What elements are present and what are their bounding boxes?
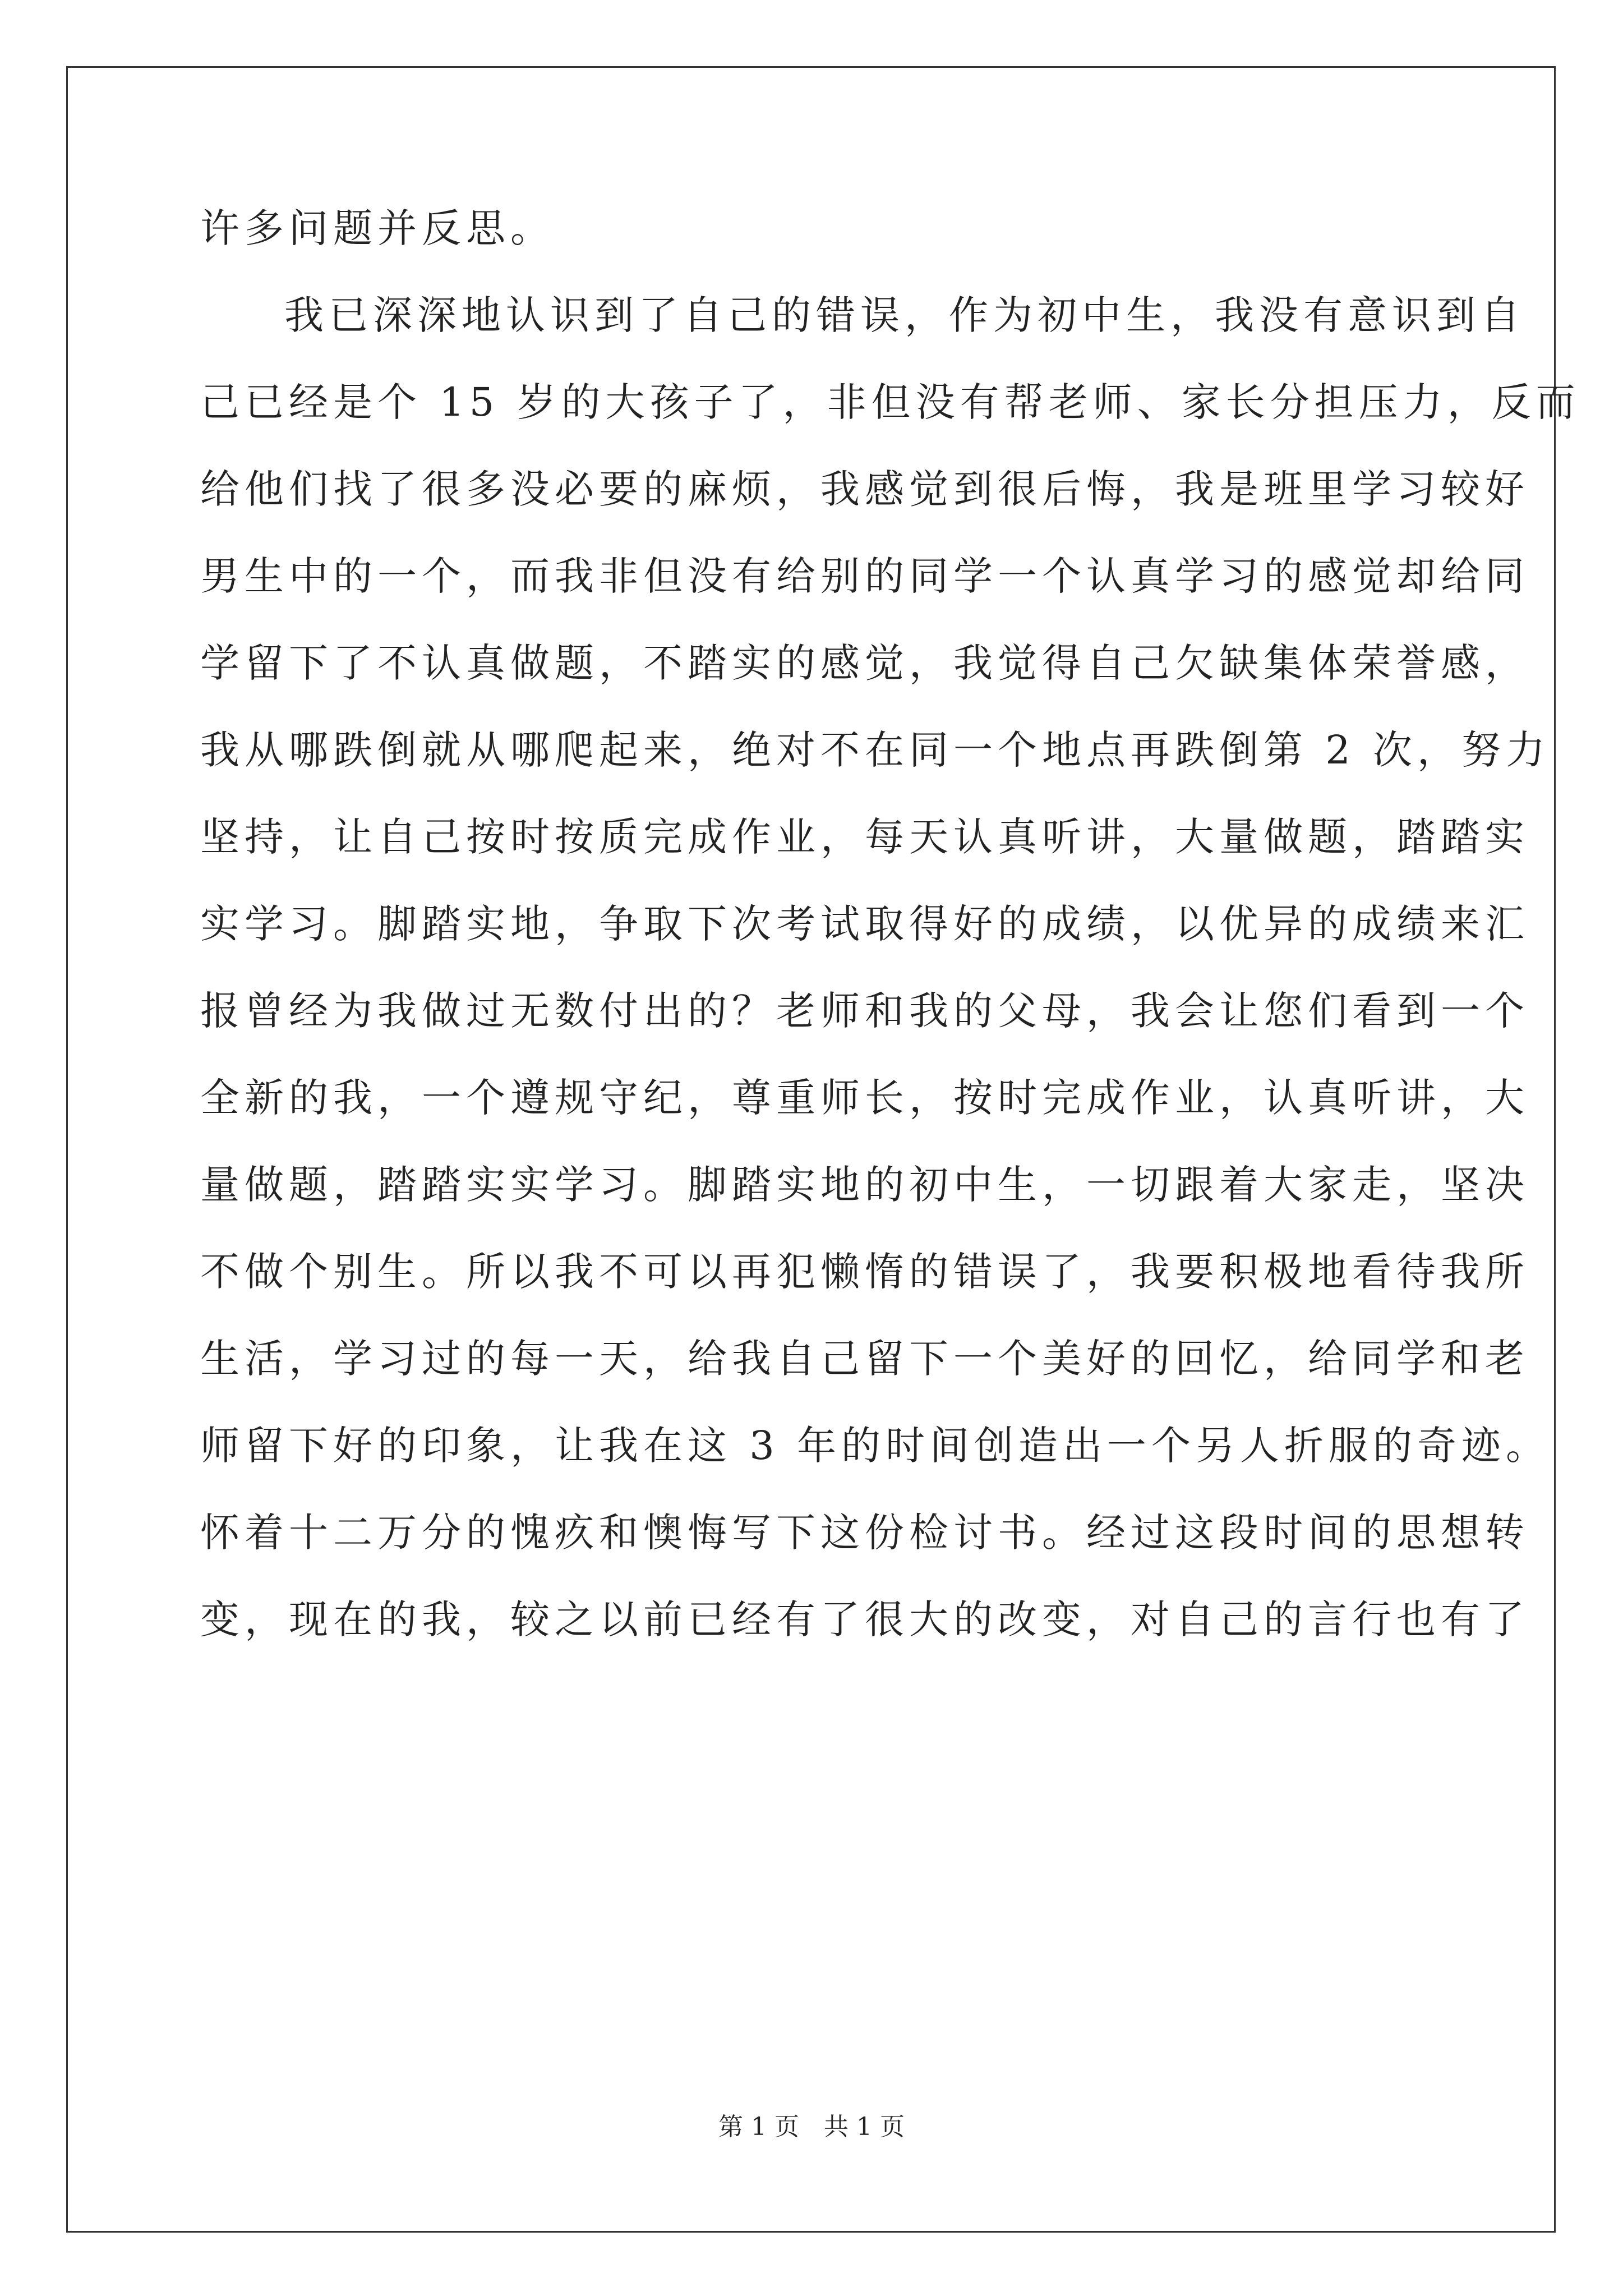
text-line-9: 实学习。脚踏实地，争取下次考试取得好的成绩，以优异的成绩来汇: [200, 901, 1529, 947]
text-line-13: 不做个别生。所以我不可以再犯懒惰的错误了，我要积极地看待我所: [200, 1249, 1529, 1295]
text-line-5: 男生中的一个，而我非但没有给别的同学一个认真学习的感觉却给同: [200, 553, 1529, 599]
text-line-6: 学留下了不认真做题，不踏实的感觉，我觉得自己欠缺集体荣誉感，: [200, 640, 1529, 686]
text-line-17: 变，现在的我，较之以前已经有了很大的改变，对自己的言行也有了: [200, 1596, 1529, 1642]
document-body: [200, 185, 1580, 1663]
text-line-1: 许多问题并反思。: [200, 205, 555, 251]
text-line-12: 量做题，踏踏实实学习。脚踏实地的初中生，一切跟着大家走，坚决: [200, 1162, 1529, 1208]
page-footer: 第 1 页 共 1 页: [718, 2113, 905, 2141]
text-line-11: 全新的我，一个遵规守纪，尊重师长，按时完成作业，认真听讲，大: [200, 1075, 1529, 1121]
text-line-14: 生活，学习过的每一天，给我自己留下一个美好的回忆，给同学和老: [200, 1336, 1529, 1382]
text-line-3: 己已经是个 15 岁的大孩子了，非但没有帮老师、家长分担压力，反而: [200, 379, 1580, 425]
text-line-7: 我从哪跌倒就从哪爬起来，绝对不在同一个地点再跌倒第 2 次，努力: [200, 727, 1551, 773]
text-line-10: 报曾经为我做过无数付出的？老师和我的父母，我会让您们看到一个: [200, 988, 1529, 1034]
text-line-4: 给他们找了很多没必要的麻烦，我感觉到很后悔，我是班里学习较好: [200, 466, 1529, 512]
text-line-2: 我已深深地认识到了自己的错误，作为初中生，我没有意识到自: [284, 292, 1525, 338]
text-line-16: 怀着十二万分的愧疚和懊悔写下这份检讨书。经过这段时间的思想转: [200, 1510, 1529, 1556]
text-line-8: 坚持，让自己按时按质完成作业，每天认真听讲，大量做题，踏踏实: [200, 814, 1529, 860]
text-line-15: 师留下好的印象，让我在这 3 年的时间创造出一个另人折服的奇迹。: [200, 1423, 1551, 1469]
